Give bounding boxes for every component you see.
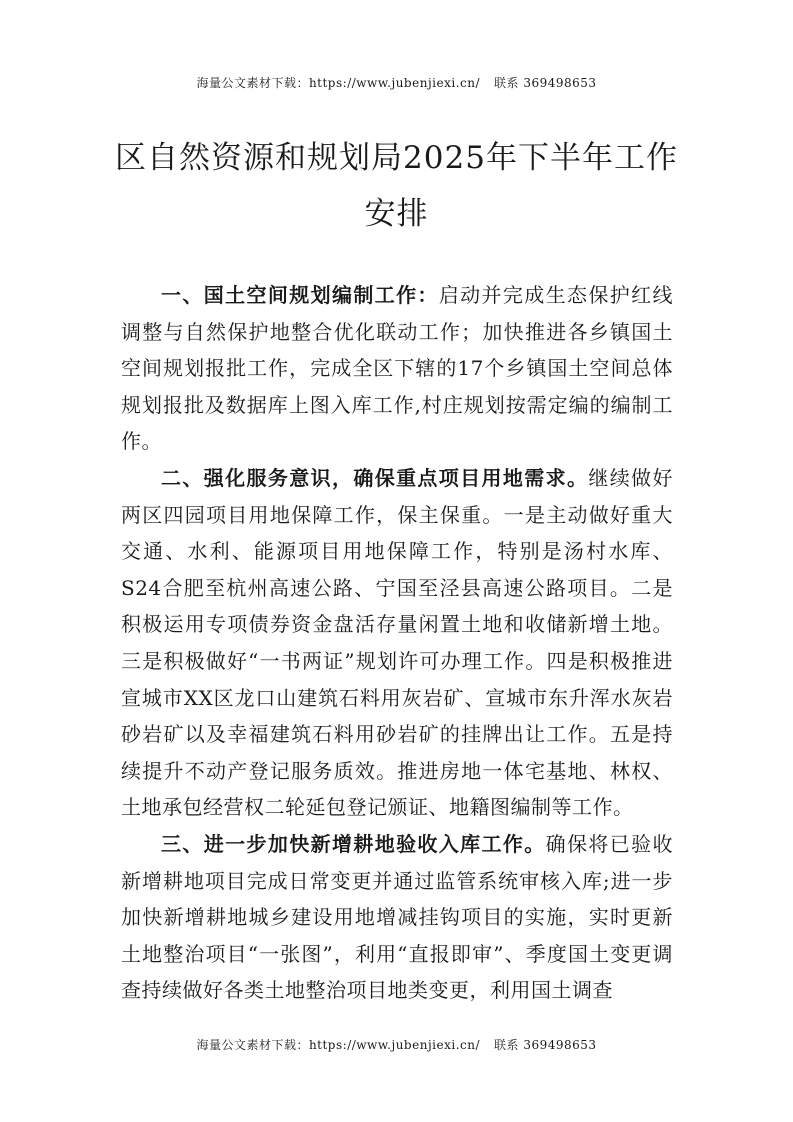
page-footer xyxy=(0,1037,793,1053)
footer-download-label: 海量公文素材下载：https://www.jubenjiexi.cn/ xyxy=(196,1038,481,1052)
section-1-paragraph xyxy=(121,277,673,460)
section-3-text: 确保将已验收新增耕地项目完成日常变更并通过监管系统审核入库;进一步加快新增耕地城乡建设用地增减挂钩项目的实施，实时更新土地整治项目“一张图”，利用“直报即审”、季度国土变更调查持续做好各类土地整治项目地类变更，利用国土调查 xyxy=(121,831,674,1003)
page-header xyxy=(0,75,793,91)
document-body xyxy=(121,277,673,1009)
section-1-text: 启动并完成生态保护红线调整与自然保护地整合优化联动工作；加快推进各乡镇国土空间规划报批工作，完成全区下辖的17个乡镇国土空间总体规划报批及数据库上图入库工作,村庄规划按需定编的编制工作。 xyxy=(121,283,674,454)
document-title: 区自然资源和规划局2025年下半年工作安排 xyxy=(115,140,678,232)
section-2-paragraph xyxy=(121,460,673,826)
section-1-heading: 一、国土空间规划编制工作： xyxy=(161,283,439,307)
header-contact: 联系 369498653 xyxy=(494,76,597,90)
section-2-text: 继续做好两区四园项目用地保障工作，保主保重。一是主动做好重大交通、水利、能源项目用地保障工作，特别是汤村水库、S24合肥至杭州高速公路、宁国至泾县高速公路项目。二是积极运用专项债券资金盘活存量闲置土地和收储新增土地。三是积极做好“一书两证”规划许可办理工作。四是积极推进宣城市XX区龙口山建筑石料用灰岩矿、宣城市东升浑水灰岩砂岩矿以及幸福建筑石料用砂岩矿的挂牌出让工作。五是持续提升不动产登记服务质效。推进房地一体宅基地、林权、土地承包经营权二轮延包登记颁证、地籍图编制等工作。 xyxy=(121,465,674,820)
section-3-heading: 三、进一步加快新增耕地验收入库工作。 xyxy=(161,831,546,856)
section-3-paragraph xyxy=(121,826,673,1009)
header-download-label: 海量公文素材下载：https://www.jubenjiexi.cn/ xyxy=(196,76,481,90)
section-2-heading: 二、强化服务意识，确保重点项目用地需求。 xyxy=(161,465,589,490)
footer-contact: 联系 369498653 xyxy=(494,1038,597,1052)
